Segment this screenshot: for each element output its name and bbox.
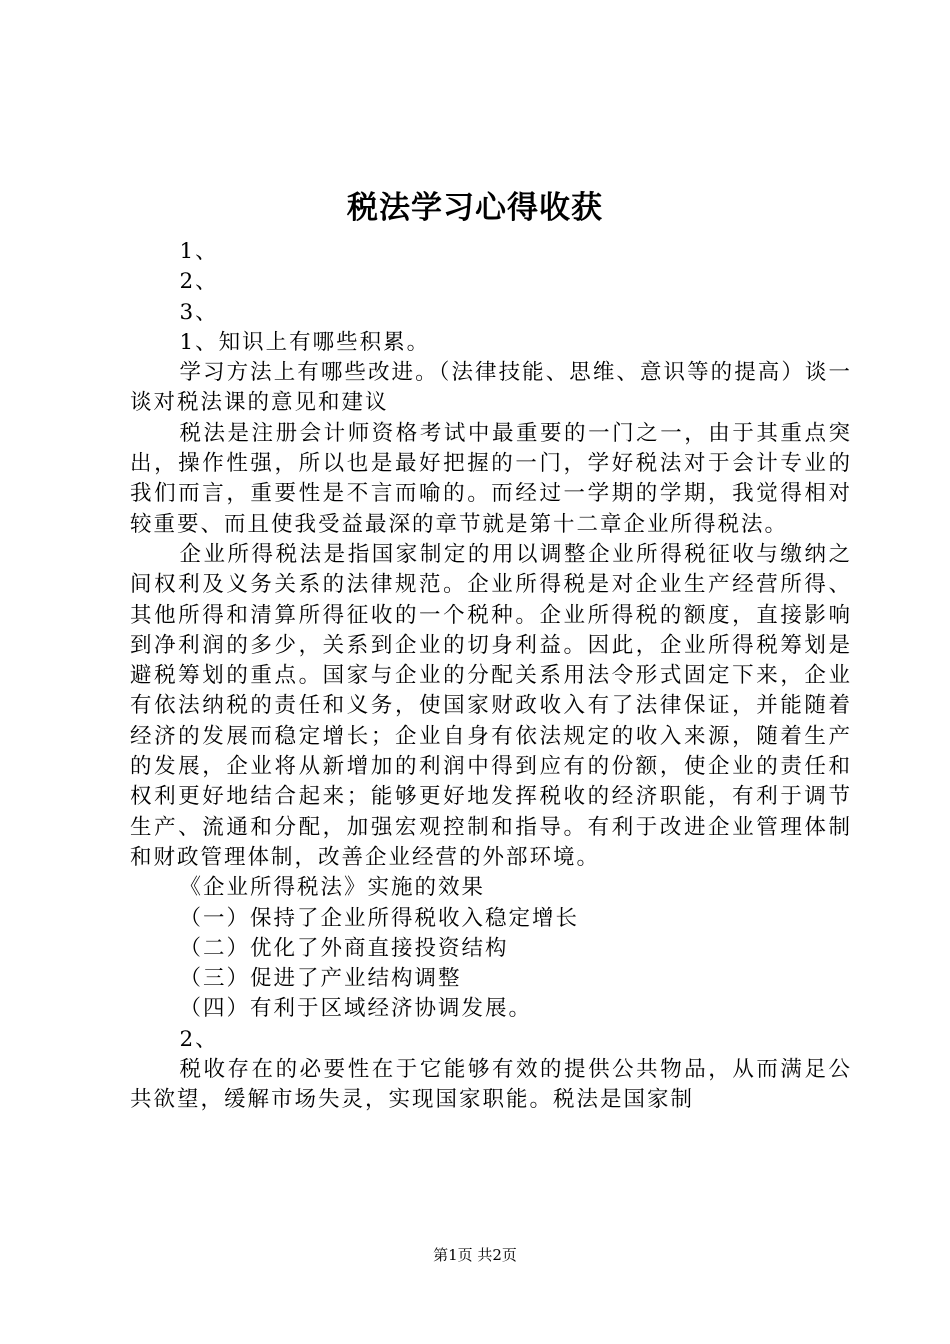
- paragraph: （三）促进了产业结构调整: [179, 966, 462, 992]
- paragraph: 学习方法上有哪些改进。（法律技能、思维、意识等的提高）谈一谈对税法课的意见和建议: [130, 360, 852, 416]
- paragraph: （一）保持了企业所得税收入稳定增长: [179, 905, 579, 931]
- document-title: 税法学习心得收获: [347, 190, 603, 226]
- paragraph: 税法是注册会计师资格考试中最重要的一门之一，由于其重点突出，操作性强，所以也是最好把握的一门，学好税法对于会计专业的我们而言，重要性是不言而喻的。而经过一学期的学期，我觉得相对较重要、而且使我受益最深的章节就是第十二章企业所得税法。: [130, 420, 852, 537]
- paragraph: （四）有利于区域经济协调发展。: [179, 996, 532, 1022]
- paragraph: 1、: [179, 239, 219, 264]
- paragraph: （二）优化了外商直接投资结构: [179, 935, 509, 961]
- paragraph: 3、: [179, 299, 219, 325]
- paragraph: 企业所得税法是指国家制定的用以调整企业所得税征收与缴纳之间权利及义务关系的法律规范。企业所得税是对企业生产经营所得、其他所得和清算所得征收的一个税种。企业所得税的额度，直接影响到净利润的多少，关系到企业的切身利益。因此，企业所得税筹划是避税筹划的重点。国家与企业的分配关系用法令形式固定下来，企业有依法纳税的责任和义务，使国家财政收入有了法律保证，并能随着经济的发展而稳定增长；企业自身有依法规定的收入来源，随着生产的发展，企业将从新增加的利润中得到应有的份额，使企业的责任和权利更好地结合起来；能够更好地发挥税收的经济职能，有利于调节生产、流通和分配，加强宏观控制和指导。有利于改进企业管理体制和财政管理体制，改善企业经营的外部环境。: [130, 541, 852, 870]
- document-body: [130, 237, 852, 1116]
- page-footer: 第1页 共2页: [433, 1246, 517, 1264]
- paragraph: 2、: [179, 1026, 219, 1052]
- paragraph: 1、知识上有哪些积累。: [179, 329, 431, 355]
- paragraph: 2、: [179, 269, 219, 295]
- paragraph: 税收存在的必要性在于它能够有效的提供公共物品，从而满足公共欲望，缓解市场失灵，实现国家职能。税法是国家制: [130, 1057, 852, 1113]
- paragraph: 《企业所得税法》实施的效果: [179, 875, 485, 901]
